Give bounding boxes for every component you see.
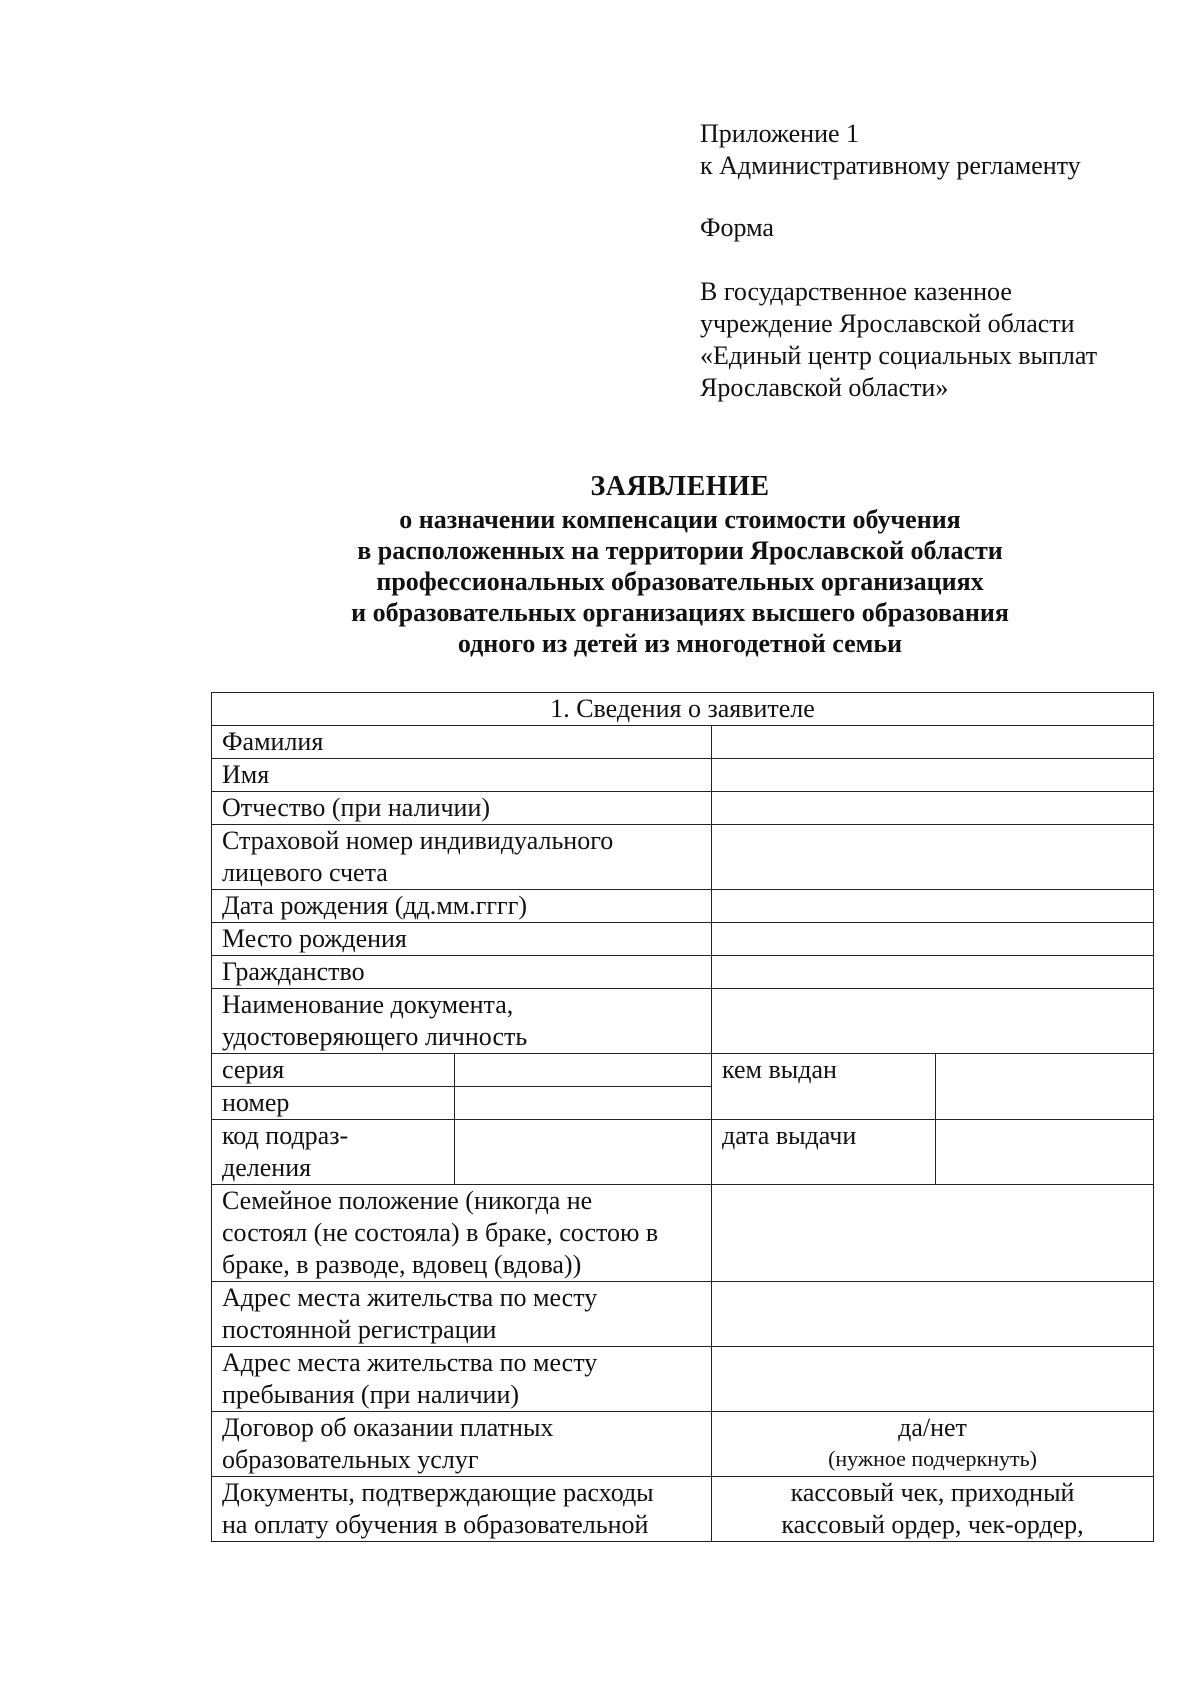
registration-address-line-1: Адрес места жительства по месту (222, 1283, 598, 1312)
document-header (700, 118, 1170, 404)
title-line-5: одного из детей из многодетной семьи (457, 629, 903, 658)
id-document-label (212, 989, 712, 1054)
marital-status-label (212, 1185, 712, 1282)
payment-docs-label (212, 1477, 712, 1542)
table-section-header-row (212, 693, 1154, 726)
title-line-3: профессиональных образовательных организациях (376, 567, 984, 596)
form-label: Форма (700, 213, 774, 242)
issue-date-field[interactable] (936, 1120, 1154, 1185)
dept-code-label (212, 1120, 455, 1185)
snils-label-line-2: лицевого счета (222, 858, 388, 887)
table-row (212, 890, 1154, 923)
marital-status-line-2: состоял (не состояла) в браке, состою в (222, 1218, 659, 1247)
patronymic-label: Отчество (при наличии) (212, 792, 712, 825)
contract-note: (нужное подчеркнуть) (828, 1446, 1037, 1471)
issued-by-field[interactable] (936, 1054, 1154, 1120)
contract-label-line-1: Договор об оказании платных (222, 1413, 554, 1442)
table-row (212, 1054, 1154, 1087)
registration-address-field[interactable] (712, 1282, 1154, 1347)
number-field[interactable] (455, 1087, 712, 1120)
table-row (212, 989, 1154, 1054)
title-line-1: о назначении компенсации стоимости обучения (399, 505, 961, 534)
number-label: номер (212, 1087, 455, 1120)
birth-date-label: Дата рождения (дд.мм.гггг) (212, 890, 712, 923)
issued-by-label: кем выдан (712, 1054, 936, 1120)
series-field[interactable] (455, 1054, 712, 1087)
snils-field[interactable] (712, 825, 1154, 890)
contract-value[interactable]: да/нет (898, 1413, 967, 1442)
table-row (212, 1347, 1154, 1412)
id-document-label-line-1: Наименование документа, (222, 990, 514, 1019)
addressee-line-3: «Единый центр социальных выплат (700, 341, 1098, 370)
stay-address-line-2: пребывания (при наличии) (222, 1380, 520, 1409)
marital-status-line-1: Семейное положение (никогда не (222, 1186, 593, 1215)
title-main: ЗАЯВЛЕНИЕ (590, 471, 770, 502)
table-row (212, 1185, 1154, 1282)
citizenship-label: Гражданство (212, 956, 712, 989)
dept-code-label-line-1: код подраз- (222, 1121, 349, 1150)
name-field[interactable] (712, 759, 1154, 792)
applicant-info-table (211, 692, 1154, 1542)
appendix-label: Приложение 1 (700, 119, 860, 148)
payment-docs-line-1: Документы, подтверждающие расходы (222, 1478, 654, 1507)
stay-address-line-1: Адрес места жительства по месту (222, 1348, 598, 1377)
surname-field[interactable] (712, 726, 1154, 759)
id-document-field[interactable] (712, 989, 1154, 1054)
snils-label-line-1: Страховой номер индивидуального (222, 826, 614, 855)
marital-status-field[interactable] (712, 1185, 1154, 1282)
table-row (212, 1477, 1154, 1542)
series-label: серия (212, 1054, 455, 1087)
table-row (212, 923, 1154, 956)
table-row (212, 1282, 1154, 1347)
patronymic-field[interactable] (712, 792, 1154, 825)
dept-code-label-line-2: деления (222, 1153, 312, 1182)
payment-docs-value-line-1: кассовый чек, приходный (790, 1478, 1075, 1507)
stay-address-label (212, 1347, 712, 1412)
registration-address-label (212, 1282, 712, 1347)
addressee-line-2: учреждение Ярославской области (700, 309, 1075, 338)
birth-place-field[interactable] (712, 923, 1154, 956)
birth-place-label: Место рождения (212, 923, 712, 956)
table-row (212, 726, 1154, 759)
snils-label (212, 825, 712, 890)
birth-date-field[interactable] (712, 890, 1154, 923)
table-row (212, 956, 1154, 989)
contract-label-line-2: образовательных услуг (222, 1445, 479, 1474)
title-line-4: и образовательных организациях высшего образования (351, 598, 1009, 627)
id-document-label-line-2: удостоверяющего личность (222, 1022, 528, 1051)
name-label: Имя (212, 759, 712, 792)
contract-field[interactable] (712, 1412, 1154, 1477)
contract-label (212, 1412, 712, 1477)
table-row (212, 825, 1154, 890)
dept-code-field[interactable] (455, 1120, 712, 1185)
table-row (212, 1120, 1154, 1185)
document-title (200, 470, 1160, 659)
marital-status-line-3: браке, в разводе, вдовец (вдова)) (222, 1250, 582, 1279)
registration-address-line-2: постоянной регистрации (222, 1315, 497, 1344)
payment-docs-line-2: на оплату обучения в образовательной (222, 1510, 649, 1539)
table-row (212, 792, 1154, 825)
payment-docs-field[interactable] (712, 1477, 1154, 1542)
table-row (212, 759, 1154, 792)
payment-docs-value-line-2: кассовый ордер, чек-ордер, (781, 1510, 1084, 1539)
title-line-2: в расположенных на территории Ярославской области (357, 536, 1003, 565)
stay-address-field[interactable] (712, 1347, 1154, 1412)
addressee-line-1: В государственное казенное (700, 277, 1012, 306)
table-row (212, 1412, 1154, 1477)
issue-date-label: дата выдачи (712, 1120, 936, 1185)
regulation-label: к Административному регламенту (700, 151, 1081, 180)
section-title: 1. Сведения о заявителе (212, 693, 1154, 726)
surname-label: Фамилия (212, 726, 712, 759)
citizenship-field[interactable] (712, 956, 1154, 989)
addressee-line-4: Ярославской области» (700, 373, 949, 402)
